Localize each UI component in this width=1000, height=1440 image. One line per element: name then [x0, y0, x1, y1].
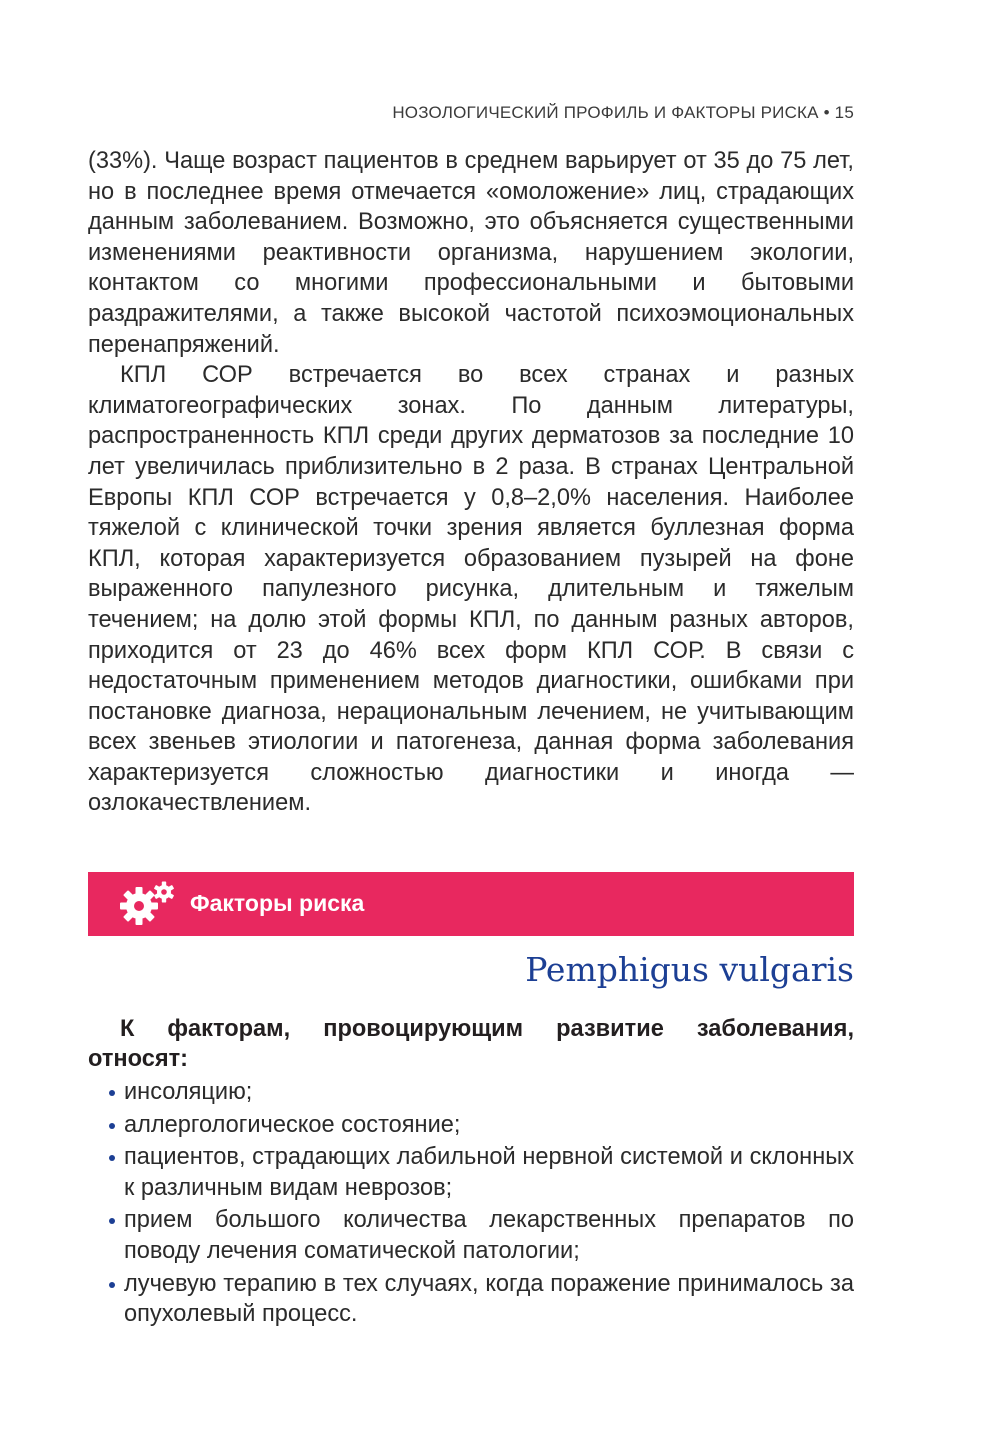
list-item-text: лучевую терапию в тех случаях, когда поражение принималось за опухолевый процесс. [124, 1270, 854, 1328]
bullet-icon [109, 1123, 115, 1129]
list-item-text: прием большого количества лекарственных препаратов по поводу лечения соматической патологии; [124, 1207, 854, 1264]
list-item [112, 1205, 854, 1266]
bullet-icon [109, 1090, 115, 1096]
bullet-icon [109, 1155, 115, 1161]
disease-title: Pemphigus vulgaris [525, 950, 854, 989]
section-title: Факторы риска [190, 890, 365, 916]
list-item-text: аллергологическое состояние; [124, 1111, 461, 1138]
list-item [112, 1077, 854, 1108]
paragraph-2: КПЛ СОР встречается во всех странах и разных климатогеографических зонах. По данным литературы, распространенность КПЛ среди других дерматозов за последние 10 лет увеличилась приблизительно в 2 раза. В странах Центральной Европы КПЛ СОР встречается у 0,8–2,0% населения. Наиболее тяжелой с клинической точки зрения является буллезная форма КПЛ, которая характеризуется образованием пузырей на фоне выраженного папулезного рисунка, длительным и тяжелым течением; на долю этой формы КПЛ, по данным разных авторов, приходится от 23 до 46% всех форм КПЛ СОР. В связи с недостаточным применением методов диагностики, ошибками при постановке диагноза, нерациональным лечением, не учитывающим всех звеньев этиологии и патогенеза, данная форма заболевания характеризуется сложностью диагностики и иногда — озлокачествлением. [88, 362, 854, 817]
list-item [112, 1269, 854, 1330]
gears-icon [117, 880, 181, 928]
book-page [88, 0, 854, 1440]
bullet-icon [109, 1282, 115, 1288]
risk-factor-list [112, 1077, 854, 1332]
running-header: НОЗОЛОГИЧЕСКИЙ ПРОФИЛЬ И ФАКТОРЫ РИСКА • 15 [392, 103, 854, 122]
list-item-text: пациентов, страдающих лабильной нервной системой и склонных к различным видам неврозов; [124, 1144, 854, 1201]
list-item [112, 1142, 854, 1203]
section-header-band [88, 872, 854, 936]
factors-lead: К факторам, провоцирующим развитие заболевания, относят: [88, 1016, 854, 1072]
bullet-icon [109, 1218, 115, 1224]
list-item [112, 1110, 854, 1141]
body-text [88, 146, 854, 819]
list-item-text: инсоляцию; [124, 1079, 253, 1105]
paragraph-1: (33%). Чаще возраст пациентов в среднем варьирует от 35 до 75 лет, но в последнее время отмечается «омоложение» лиц, страдающих данным заболеванием. Возможно, это объясняется существенными изменениями реактивности организма, нарушением экологии, контактом со многими профессиональными и бытовыми раздражителями, а также высокой частотой психоэмоциональных перенапряжений. [88, 148, 854, 358]
